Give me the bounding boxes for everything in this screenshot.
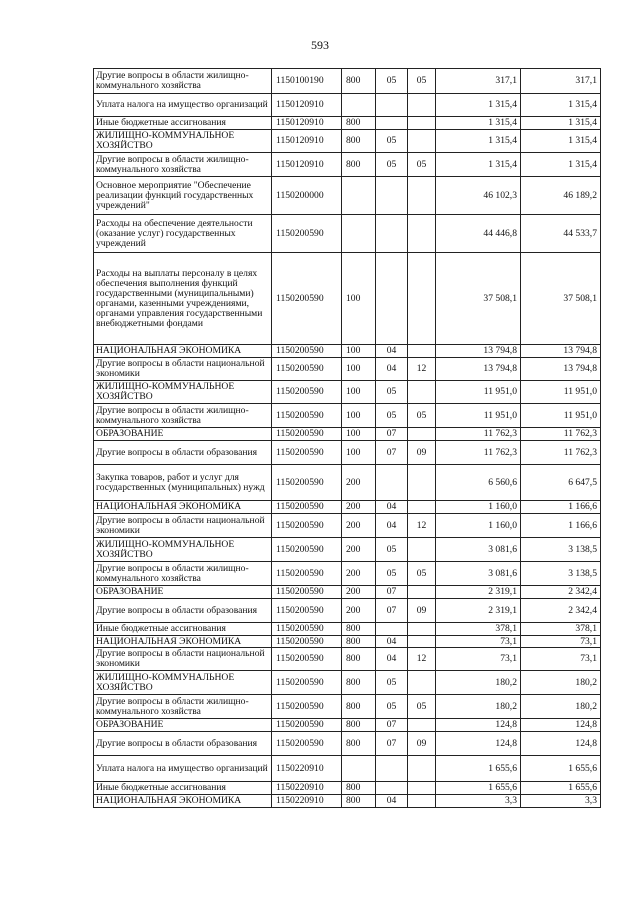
expense-type: 100 [342,428,376,441]
amount-year-2: 317,1 [521,69,601,94]
amount-year-1: 317,1 [436,69,521,94]
section [376,94,408,117]
section: 07 [376,599,408,623]
section [376,465,408,501]
table-row [94,465,601,501]
table-row [94,671,601,695]
expenditure-name: Другие вопросы в области национальной экономики [94,358,272,381]
amount-year-1: 1 160,0 [436,501,521,514]
section: 04 [376,648,408,671]
expense-type [342,94,376,117]
amount-year-2: 1 315,4 [521,153,601,177]
amount-year-1: 11 762,3 [436,441,521,465]
section: 07 [376,441,408,465]
target-code: 1150200590 [272,562,342,586]
section [376,782,408,795]
expenditure-name: Расходы на выплаты персоналу в целях обеспечения выполнения функций государственными (муниципальными) органами, казенными учреждениями, органами управления государственными внебюджетными фондами [94,253,272,345]
table-row [94,381,601,404]
amount-year-1: 1 160,0 [436,514,521,538]
section: 04 [376,514,408,538]
expense-type: 100 [342,381,376,404]
expense-type: 200 [342,586,376,599]
table-row [94,732,601,756]
expenditure-name: Уплата налога на имущество организаций [94,94,272,117]
expenditure-name: Основное мероприятие "Обеспечение реализации функций государственных учреждений" [94,177,272,215]
table-row [94,130,601,153]
amount-year-2: 1 315,4 [521,94,601,117]
expense-type: 100 [342,253,376,345]
expenditure-name: Другие вопросы в области жилищно-коммунального хозяйства [94,404,272,428]
amount-year-1: 37 508,1 [436,253,521,345]
target-code: 1150200590 [272,345,342,358]
subsection [408,719,436,732]
section: 05 [376,671,408,695]
expenditure-name: НАЦИОНАЛЬНАЯ ЭКОНОМИКА [94,795,272,808]
amount-year-2: 73,1 [521,636,601,648]
table-row [94,441,601,465]
table-row [94,501,601,514]
table-row [94,756,601,782]
expenditure-name: Закупка товаров, работ и услуг для государственных (муниципальных) нужд [94,465,272,501]
table-row [94,586,601,599]
target-code: 1150200590 [272,501,342,514]
section: 04 [376,795,408,808]
amount-year-2: 124,8 [521,719,601,732]
expense-type: 100 [342,358,376,381]
amount-year-1: 1 655,6 [436,756,521,782]
subsection [408,253,436,345]
target-code: 1150200590 [272,732,342,756]
target-code: 1150200590 [272,719,342,732]
expenditure-name: Другие вопросы в области жилищно-коммунального хозяйства [94,562,272,586]
subsection [408,381,436,404]
expense-type: 800 [342,130,376,153]
expense-type: 100 [342,404,376,428]
target-code: 1150200590 [272,404,342,428]
amount-year-2: 46 189,2 [521,177,601,215]
expense-type: 200 [342,562,376,586]
subsection [408,636,436,648]
amount-year-1: 11 951,0 [436,381,521,404]
table-row [94,358,601,381]
expenditure-name: ЖИЛИЩНО-КОММУНАЛЬНОЕ ХОЗЯЙСТВО [94,671,272,695]
section [376,253,408,345]
target-code: 1150120910 [272,130,342,153]
target-code: 1150220910 [272,795,342,808]
expense-type: 800 [342,732,376,756]
expenditure-name: Другие вопросы в области образования [94,599,272,623]
expense-type [342,756,376,782]
expenditure-name: Другие вопросы в области жилищно-коммунального хозяйства [94,69,272,94]
target-code: 1150200590 [272,514,342,538]
amount-year-1: 180,2 [436,671,521,695]
amount-year-1: 2 319,1 [436,599,521,623]
target-code: 1150200590 [272,695,342,719]
amount-year-1: 124,8 [436,719,521,732]
amount-year-2: 2 342,4 [521,599,601,623]
section: 04 [376,358,408,381]
amount-year-2: 37 508,1 [521,253,601,345]
table-row [94,562,601,586]
target-code: 1150200590 [272,253,342,345]
target-code: 1150200590 [272,671,342,695]
subsection [408,215,436,253]
section: 05 [376,381,408,404]
expense-type: 800 [342,719,376,732]
table-body [94,69,601,808]
target-code: 1150220910 [272,756,342,782]
expense-type: 100 [342,345,376,358]
target-code: 1150200590 [272,648,342,671]
section: 07 [376,428,408,441]
amount-year-2: 180,2 [521,671,601,695]
expense-type: 100 [342,441,376,465]
expenditure-name: НАЦИОНАЛЬНАЯ ЭКОНОМИКА [94,345,272,358]
target-code: 1150200590 [272,215,342,253]
table-row [94,719,601,732]
amount-year-1: 73,1 [436,636,521,648]
table-row [94,514,601,538]
amount-year-1: 11 951,0 [436,404,521,428]
subsection: 09 [408,441,436,465]
expenditure-name: ОБРАЗОВАНИЕ [94,719,272,732]
expense-type: 200 [342,514,376,538]
target-code: 1150200590 [272,623,342,636]
subsection [408,177,436,215]
target-code: 1150200590 [272,441,342,465]
subsection [408,586,436,599]
table-row [94,695,601,719]
section: 04 [376,501,408,514]
section: 04 [376,636,408,648]
subsection [408,94,436,117]
table-row [94,538,601,562]
section: 05 [376,153,408,177]
amount-year-2: 1 655,6 [521,782,601,795]
amount-year-1: 1 315,4 [436,117,521,130]
expense-type [342,177,376,215]
section [376,177,408,215]
amount-year-2: 11 951,0 [521,381,601,404]
subsection: 09 [408,599,436,623]
subsection [408,538,436,562]
amount-year-1: 124,8 [436,732,521,756]
section: 05 [376,130,408,153]
table-row [94,177,601,215]
amount-year-2: 1 655,6 [521,756,601,782]
amount-year-1: 378,1 [436,623,521,636]
subsection [408,623,436,636]
table-row [94,253,601,345]
target-code: 1150200590 [272,358,342,381]
expenditure-name: ЖИЛИЩНО-КОММУНАЛЬНОЕ ХОЗЯЙСТВО [94,538,272,562]
amount-year-2: 1 315,4 [521,117,601,130]
amount-year-1: 1 655,6 [436,782,521,795]
amount-year-1: 2 319,1 [436,586,521,599]
expenditure-name: Расходы на обеспечение деятельности (оказание услуг) государственных учреждений [94,215,272,253]
amount-year-2: 73,1 [521,648,601,671]
section [376,117,408,130]
subsection [408,795,436,808]
target-code: 1150200590 [272,381,342,404]
amount-year-1: 1 315,4 [436,94,521,117]
expense-type: 800 [342,623,376,636]
amount-year-2: 11 762,3 [521,441,601,465]
section: 05 [376,538,408,562]
section: 07 [376,719,408,732]
section: 07 [376,732,408,756]
subsection: 12 [408,648,436,671]
amount-year-1: 44 446,8 [436,215,521,253]
expenditure-name: Иные бюджетные ассигнования [94,782,272,795]
amount-year-1: 11 762,3 [436,428,521,441]
table-row [94,636,601,648]
expense-type: 200 [342,465,376,501]
target-code: 1150120910 [272,117,342,130]
expense-type: 800 [342,117,376,130]
section: 05 [376,562,408,586]
expense-type [342,215,376,253]
subsection: 05 [408,404,436,428]
table-row [94,648,601,671]
amount-year-2: 124,8 [521,732,601,756]
section [376,623,408,636]
expenditure-name: Другие вопросы в области национальной экономики [94,648,272,671]
target-code: 1150200590 [272,465,342,501]
expenditure-name: Другие вопросы в области образования [94,441,272,465]
section: 04 [376,345,408,358]
expenditure-name: Иные бюджетные ассигнования [94,623,272,636]
expense-type: 200 [342,538,376,562]
amount-year-2: 6 647,5 [521,465,601,501]
table-row [94,623,601,636]
subsection: 05 [408,153,436,177]
amount-year-2: 3 138,5 [521,562,601,586]
page-number: 593 [311,38,329,52]
subsection: 05 [408,562,436,586]
target-code: 1150100190 [272,69,342,94]
target-code: 1150220910 [272,782,342,795]
expenditure-name: Другие вопросы в области жилищно-коммунального хозяйства [94,695,272,719]
expense-type: 800 [342,671,376,695]
amount-year-1: 3 081,6 [436,538,521,562]
expense-type: 800 [342,695,376,719]
amount-year-1: 13 794,8 [436,358,521,381]
amount-year-1: 46 102,3 [436,177,521,215]
amount-year-2: 3,3 [521,795,601,808]
table-row [94,782,601,795]
target-code: 1150200590 [272,599,342,623]
amount-year-1: 1 315,4 [436,153,521,177]
subsection: 12 [408,358,436,381]
expenditure-name: НАЦИОНАЛЬНАЯ ЭКОНОМИКА [94,501,272,514]
expense-type: 800 [342,648,376,671]
expenditure-name: Уплата налога на имущество организаций [94,756,272,782]
section [376,215,408,253]
subsection: 12 [408,514,436,538]
amount-year-1: 73,1 [436,648,521,671]
expense-type: 200 [342,501,376,514]
table-row [94,215,601,253]
section: 05 [376,695,408,719]
subsection [408,117,436,130]
expense-type: 200 [342,599,376,623]
section: 05 [376,69,408,94]
expense-type: 800 [342,636,376,648]
amount-year-2: 44 533,7 [521,215,601,253]
target-code: 1150200590 [272,636,342,648]
table-row [94,428,601,441]
expenditure-name: Другие вопросы в области образования [94,732,272,756]
expenditure-name: Другие вопросы в области жилищно-коммунального хозяйства [94,153,272,177]
target-code: 1150120910 [272,94,342,117]
section: 07 [376,586,408,599]
target-code: 1150200590 [272,586,342,599]
budget-table [93,68,601,808]
amount-year-2: 3 138,5 [521,538,601,562]
expenditure-name: Иные бюджетные ассигнования [94,117,272,130]
amount-year-2: 11 762,3 [521,428,601,441]
section: 05 [376,404,408,428]
amount-year-2: 13 794,8 [521,345,601,358]
subsection: 05 [408,69,436,94]
subsection: 05 [408,695,436,719]
table-row [94,69,601,94]
amount-year-1: 180,2 [436,695,521,719]
amount-year-2: 378,1 [521,623,601,636]
subsection [408,345,436,358]
amount-year-2: 1 166,6 [521,514,601,538]
subsection [408,782,436,795]
table-row [94,117,601,130]
subsection [408,130,436,153]
amount-year-1: 3,3 [436,795,521,808]
amount-year-2: 180,2 [521,695,601,719]
table-row [94,404,601,428]
subsection [408,756,436,782]
amount-year-2: 1 166,6 [521,501,601,514]
expenditure-name: ЖИЛИЩНО-КОММУНАЛЬНОЕ ХОЗЯЙСТВО [94,381,272,404]
subsection [408,465,436,501]
target-code: 1150200590 [272,538,342,562]
amount-year-1: 1 315,4 [436,130,521,153]
table-row [94,153,601,177]
table-row [94,599,601,623]
expense-type: 800 [342,782,376,795]
expenditure-name: НАЦИОНАЛЬНАЯ ЭКОНОМИКА [94,636,272,648]
expenditure-name: ЖИЛИЩНО-КОММУНАЛЬНОЕ ХОЗЯЙСТВО [94,130,272,153]
amount-year-2: 11 951,0 [521,404,601,428]
target-code: 1150120910 [272,153,342,177]
expense-type: 800 [342,69,376,94]
target-code: 1150200590 [272,428,342,441]
subsection: 09 [408,732,436,756]
section [376,756,408,782]
amount-year-2: 2 342,4 [521,586,601,599]
table-row [94,94,601,117]
expenditure-name: Другие вопросы в области национальной экономики [94,514,272,538]
table-row [94,345,601,358]
amount-year-1: 3 081,6 [436,562,521,586]
amount-year-2: 13 794,8 [521,358,601,381]
expenditure-name: ОБРАЗОВАНИЕ [94,428,272,441]
subsection [408,671,436,695]
amount-year-1: 13 794,8 [436,345,521,358]
target-code: 1150200000 [272,177,342,215]
expense-type: 800 [342,795,376,808]
subsection [408,501,436,514]
amount-year-2: 1 315,4 [521,130,601,153]
expenditure-name: ОБРАЗОВАНИЕ [94,586,272,599]
amount-year-1: 6 560,6 [436,465,521,501]
expense-type: 800 [342,153,376,177]
table-row [94,795,601,808]
subsection [408,428,436,441]
